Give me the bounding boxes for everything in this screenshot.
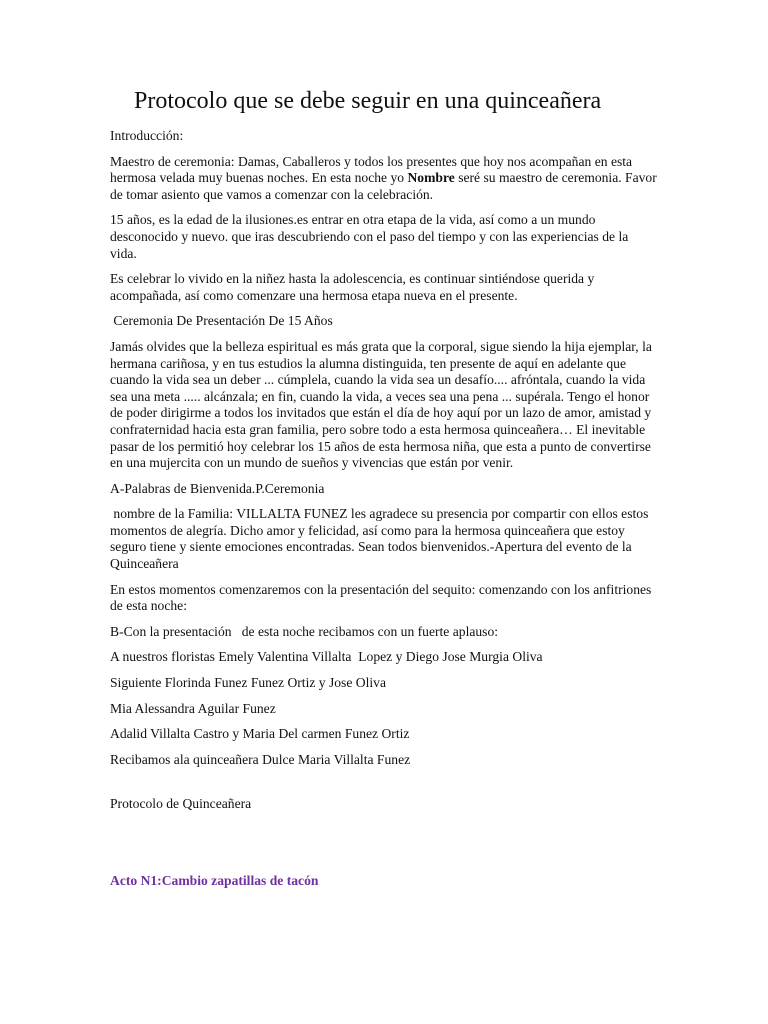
paragraph-mia: Mia Alessandra Aguilar Funez (110, 700, 276, 716)
bold-name: Nombre (407, 170, 455, 186)
document-body (110, 86, 658, 899)
paragraph-text: seré su maestro de ceremonia. Favor de tomar asiento que vamos a comenzar con la celebración. (110, 170, 657, 202)
act-heading: Acto N1:Cambio zapatillas de tacón (110, 873, 319, 888)
document-title: Protocolo que se debe seguir en una quinceañera (134, 88, 602, 114)
paragraph-recibamos: Recibamos ala quinceañera Dulce Maria Villalta Funez (110, 751, 411, 767)
paragraph-floristas: A nuestros floristas Emely Valentina Villalta Lopez y Diego Jose Murgia Oliva (110, 649, 543, 665)
paragraph-text: Maestro de ceremonia: Damas, Caballeros y todos los presentes que hoy nos acompañan en esta hermosa velada muy buenas noches. En esta noche yo (110, 153, 633, 186)
paragraph-15-anos: 15 años, es la edad de la ilusiones.es entrar en otra etapa de la vida, así como a un mundo desconocido y nuevo. que iras descubriendo con el paso del tiempo y con las experiencias de la vida. (110, 212, 629, 261)
paragraph-familia: nombre de la Familia: VILLALTA FUNEZ les agradece su presencia por compartir con ellos estos momentos de alegría. Dicho amor y felicidad, así como para la hermosa quinceañera que estoy seguro tiene y siente emociones encontradas. Sean todos bienvenidos.-Apertura del evento de la Quinceañera (110, 506, 652, 572)
intro-heading: Introducción: (110, 128, 184, 143)
section-heading-protocolo: Protocolo de Quinceañera (110, 796, 252, 812)
paragraph-celebrar: Es celebrar lo vivido en la niñez hasta la adolescencia, es continuar sintiéndose querida y acompañada, así como comenzare una hermosa etapa nueva en el presente. (110, 271, 595, 303)
section-heading-bienvenida: A-Palabras de Bienvenida.P.Ceremonia (110, 480, 325, 496)
paragraph-maestro-ceremonia (110, 154, 658, 204)
paragraph-jamas-olvides: Jamás olvides que la belleza espiritual es más grata que la corporal, sigue siendo la hija ejemplar, la hermana cariñosa, y en tus estudios la alumna distinguida, ten presente de aquí en adelante que cuando la vida sea un deber ... cúmplela, cuando la vida sea un desafío.... afróntala, cuando la vida sea una meta ..... alcánzala; en fin, cuando la vida, a veces sea una pena ... supérala. Tengo el honor de poder dirigirme a todos los invitados que están el día de hoy aquí por un lazo de amor, amistad y confraternidad hacia esta gran familia, pero sobre todo a esta hermosa quinceañera… El inevitable pasar de los permitió hoy celebrar los 15 años de esta hermosa niña, que esta a punto de convertirse en una mujercita con un mundo de sueños y vivencias que están por venir. (110, 338, 652, 471)
paragraph-adalid: Adalid Villalta Castro y Maria Del carmen Funez Ortiz (110, 726, 410, 742)
paragraph-siguiente: Siguiente Florinda Funez Funez Ortiz y Jose Oliva (110, 675, 386, 691)
paragraph-momentos: En estos momentos comenzaremos con la presentación del sequito: comenzando con los anfitriones de esta noche: (110, 581, 652, 614)
paragraph-presentacion: B-Con la presentación de esta noche recibamos con un fuerte aplauso: (110, 623, 499, 639)
section-heading-ceremonia: Ceremonia De Presentación De 15 Años (110, 313, 333, 329)
